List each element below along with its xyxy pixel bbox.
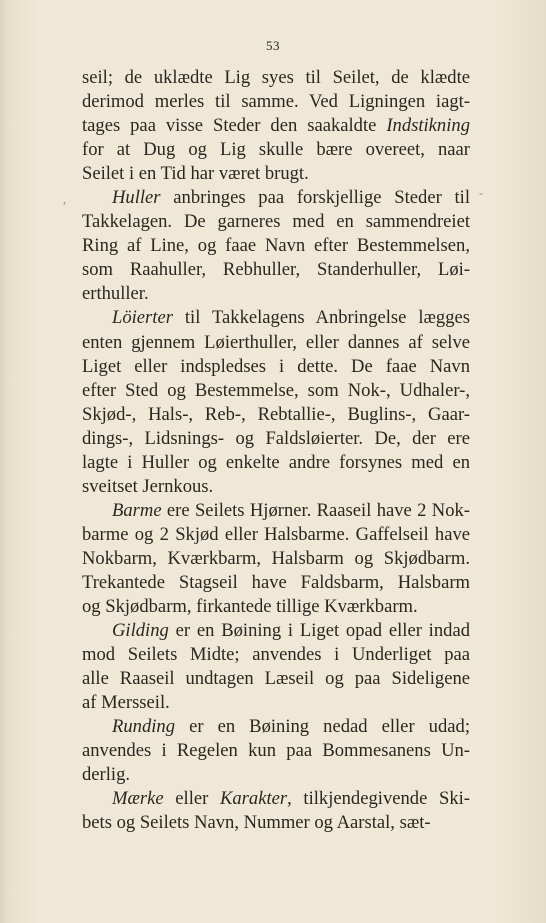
text-run: af Mersseil. xyxy=(82,692,170,714)
text-run: anbringes paa forskjellige Steder til xyxy=(160,187,470,209)
text-run: seil; de uklædte Lig syes til Seilet, de klædte xyxy=(82,67,470,88)
text-line xyxy=(82,499,470,523)
text-line xyxy=(82,691,470,715)
text-line xyxy=(82,186,470,210)
text-run: barme og 2 Skjød eller Halsbarme. Gaffelseil have xyxy=(82,523,470,545)
text-run: er en Bøining i Liget opad eller indad xyxy=(168,620,470,642)
text-run: sveitset Jernkous. xyxy=(82,475,214,497)
text-line xyxy=(82,66,470,90)
text-run: er en Bøining nedad eller udad; xyxy=(175,716,470,738)
paragraph xyxy=(82,619,470,715)
text-line xyxy=(82,90,470,114)
text-run: og Skjødbarm, firkantede tillige Kværkbarm. xyxy=(82,596,418,618)
text-run: mod Seilets Midte; anvendes i Underliget paa xyxy=(82,644,470,666)
text-run: Trekantede Stagseil have Faldsbarm, Halsbarm xyxy=(82,571,470,593)
text-run: bets og Seilets Navn, Nummer og Aarstal, sæt- xyxy=(82,812,431,834)
text-line xyxy=(82,595,470,619)
page-number: 53 xyxy=(266,38,280,53)
text-line xyxy=(82,355,470,379)
paragraph xyxy=(82,306,470,498)
text-line xyxy=(82,282,470,306)
text-line xyxy=(82,162,470,186)
text-run: erthuller. xyxy=(82,283,149,305)
text-run: Liget eller indspledses i dette. De faae Navn xyxy=(82,355,470,377)
paragraph xyxy=(82,787,470,835)
defined-term: Gilding xyxy=(112,620,169,642)
text-line xyxy=(82,739,470,763)
text-run: Ring af Line, og faae Navn efter Bestemmelsen, xyxy=(82,235,470,257)
stray-mark: - xyxy=(479,186,483,200)
text-run: anvendes i Regelen kun paa Bommesanens Un- xyxy=(82,740,470,762)
text-line xyxy=(82,403,470,427)
body-text xyxy=(82,66,470,836)
text-line xyxy=(82,306,470,330)
text-line xyxy=(82,475,470,499)
text-line xyxy=(82,571,470,595)
paragraph xyxy=(82,499,470,619)
text-run: dings-, Lidsnings- og Faldsløierter. De, der ere xyxy=(82,427,470,449)
text-run: for at Dug og Lig skulle bære overeet, naar xyxy=(82,139,470,161)
text-line xyxy=(82,763,470,787)
text-line xyxy=(82,523,470,547)
defined-term: Karakter xyxy=(219,788,288,810)
text-line xyxy=(82,811,470,835)
text-line xyxy=(82,427,470,451)
text-line xyxy=(82,234,470,258)
defined-term: Löierter xyxy=(112,307,173,329)
text-run: , tilkjendegivende Ski- xyxy=(287,788,470,810)
defined-term: Runding xyxy=(112,716,176,738)
text-line xyxy=(82,787,470,811)
text-line xyxy=(82,331,470,355)
text-run: Skjød-, Hals-, Reb-, Rebtallie-, Buglins-, Gaar- xyxy=(82,403,470,425)
text-line xyxy=(82,643,470,667)
text-run: alle Raaseil undtagen Læseil og paa Sideligene xyxy=(82,668,470,690)
text-line xyxy=(82,547,470,571)
defined-term: Mærke xyxy=(112,788,164,810)
text-run: Nokbarm, Kværkbarm, Halsbarm og Skjødbarm. xyxy=(82,547,470,569)
text-run: ere Seilets Hjørner. Raaseil have 2 Nok- xyxy=(161,499,470,521)
text-run: som Raahuller, Rebhuller, Standerhuller, Løi- xyxy=(82,259,470,281)
text-line xyxy=(82,715,470,739)
text-run: derimod merles til samme. Ved Ligningen iagt- xyxy=(82,91,470,113)
defined-term: Barme xyxy=(112,499,162,521)
text-run: Seilet i en Tid har været brugt. xyxy=(82,163,309,185)
text-line xyxy=(82,379,470,403)
text-line xyxy=(82,138,470,162)
text-run: eller xyxy=(163,788,220,810)
text-line xyxy=(82,210,470,234)
text-line xyxy=(82,667,470,691)
paragraph xyxy=(82,715,470,787)
text-run: tages paa visse Steder den saakaldte xyxy=(82,115,387,137)
text-run: derlig. xyxy=(82,764,131,786)
text-run: til Takkelagens Anbringelse lægges xyxy=(172,307,470,329)
paragraph xyxy=(82,186,470,306)
text-line xyxy=(82,114,470,138)
defined-term: Huller xyxy=(112,187,161,209)
text-run: lagte i Huller og enkelte andre forsynes med en xyxy=(82,451,470,473)
text-line xyxy=(82,619,470,643)
stray-mark: , xyxy=(63,192,66,206)
text-line xyxy=(82,451,470,475)
text-run: Takkelagen. De garneres med en sammendreiet xyxy=(82,211,470,233)
paragraph xyxy=(82,66,470,186)
defined-term: Indstikning xyxy=(386,115,470,137)
text-run: efter Sted og Bestemmelse, som Nok-, Udhaler-, xyxy=(82,379,470,401)
text-line xyxy=(82,258,470,282)
text-run: enten gjennem Løierthuller, eller dannes af selve xyxy=(82,331,470,353)
